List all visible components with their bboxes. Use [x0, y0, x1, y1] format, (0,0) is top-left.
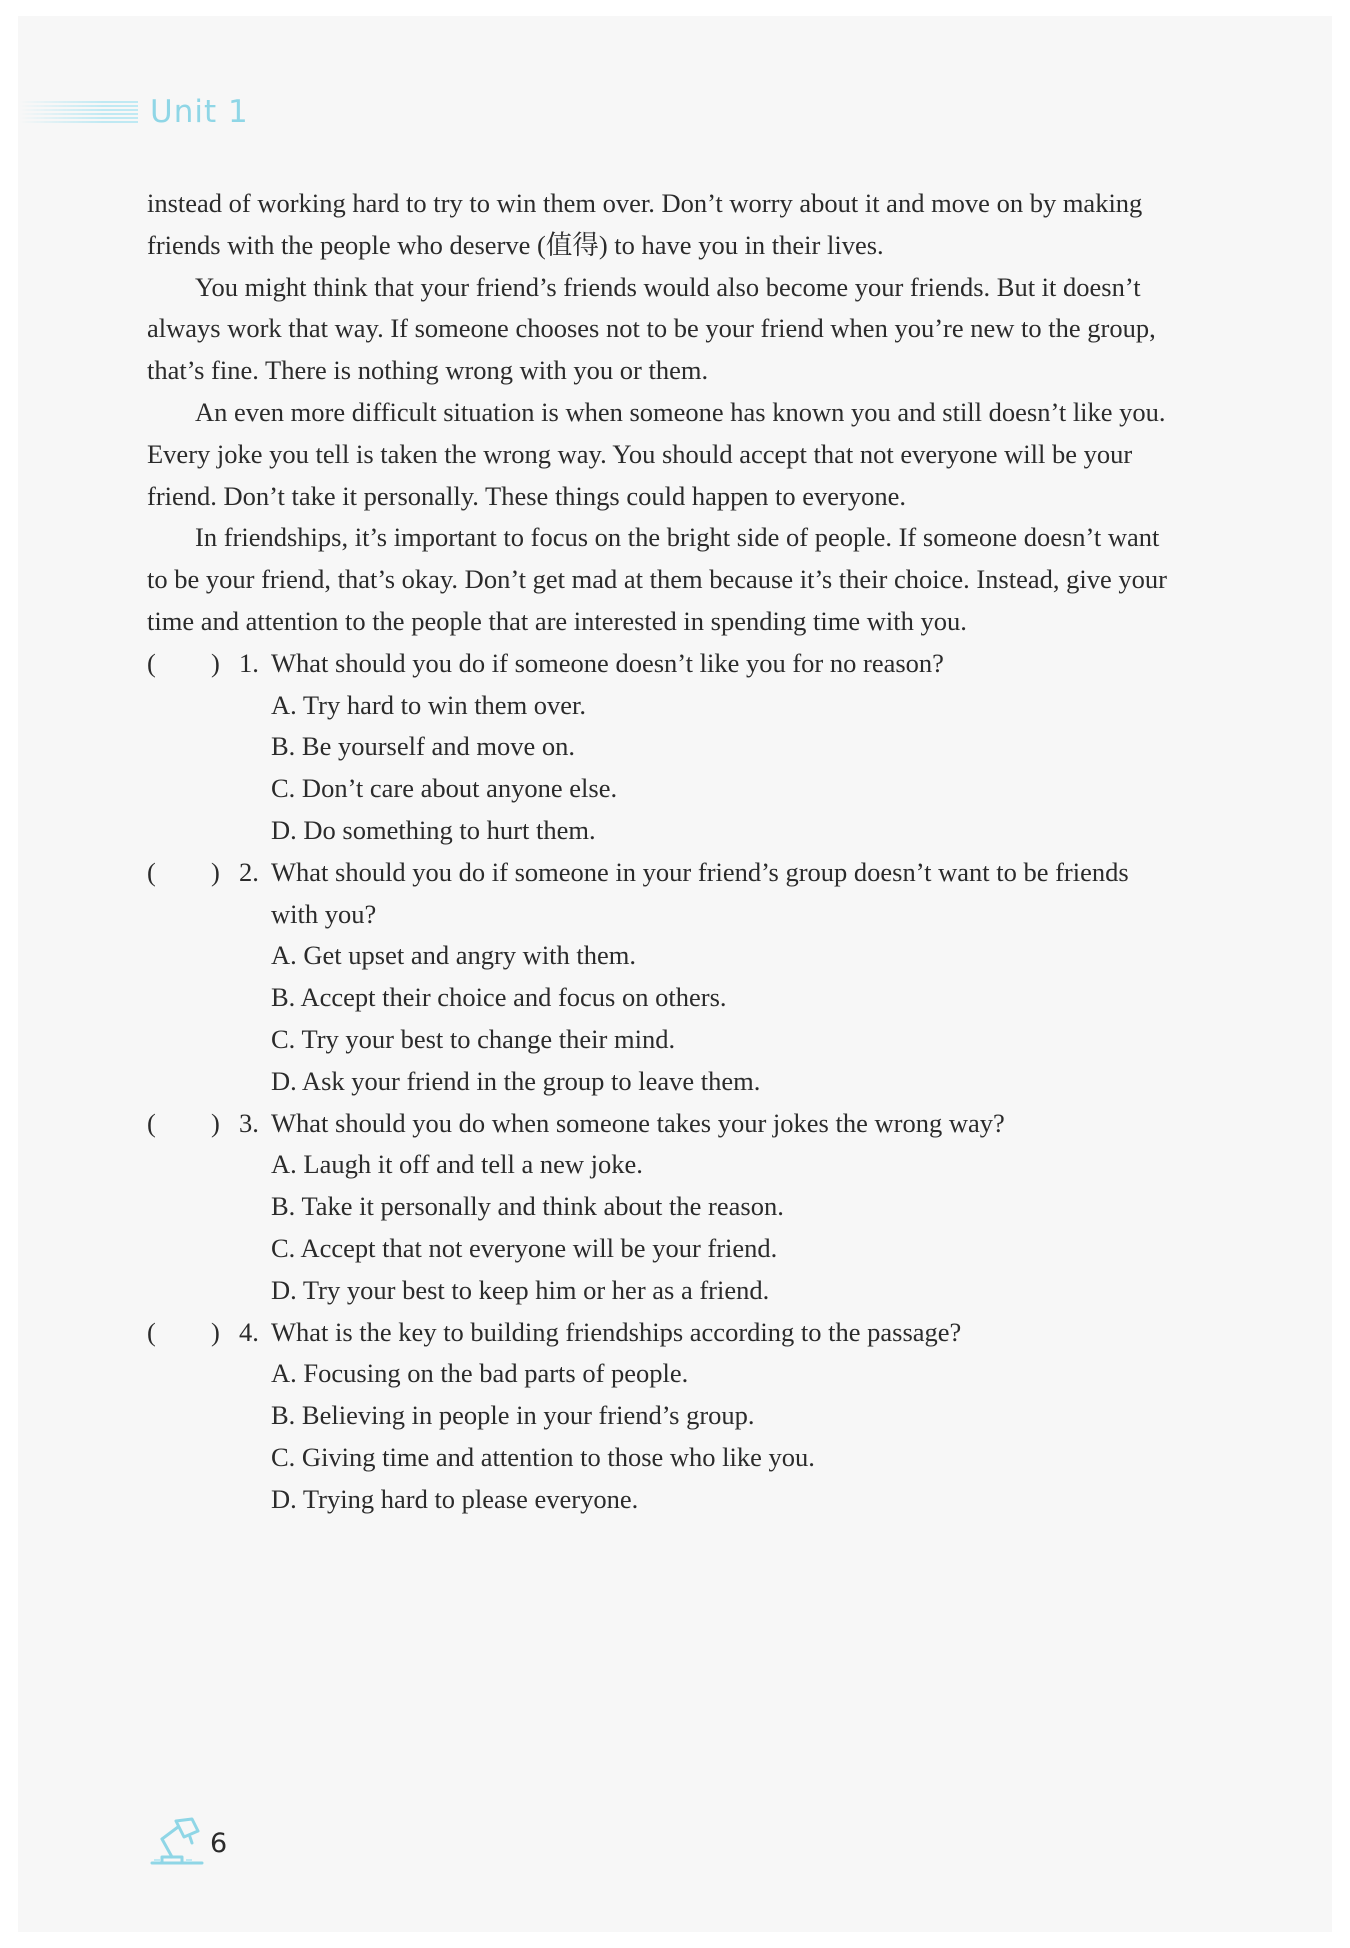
- passage-p1-after: ) to have you in their lives.: [598, 229, 884, 260]
- unit-header: [20, 92, 249, 132]
- passage-p1-chinese-gloss: 值得: [545, 229, 599, 260]
- question-text: What is the key to building friendships according to the passage?: [271, 1316, 962, 1347]
- unit-title: Unit 1: [150, 94, 249, 130]
- option-c: C. Accept that not everyone will be your friend.: [271, 1232, 778, 1263]
- answer-blank-close: ): [211, 1107, 220, 1138]
- passage-paragraph-3: An even more difficult situation is when someone has known you and still doesn’t like you. Every joke you tell is taken the wrong way. You should accept that not everyone will be your friend. Don’t take it personally. These things could happen to everyone.: [147, 396, 1166, 511]
- question-number: 1.: [239, 647, 259, 678]
- answer-blank-open: (: [147, 856, 156, 887]
- question-number: 2.: [239, 856, 259, 887]
- question-stem: [147, 852, 1177, 936]
- question-text: What should you do if someone in your friend’s group doesn’t want to be friends with you?: [271, 856, 1129, 929]
- question-3: [147, 1103, 1177, 1312]
- question-text: What should you do if someone doesn’t like you for no reason?: [271, 647, 944, 678]
- answer-blank-open: (: [147, 647, 156, 678]
- option-b: B. Take it personally and think about the reason.: [271, 1191, 784, 1222]
- option-d: D. Ask your friend in the group to leave them.: [271, 1065, 761, 1096]
- option-d: D. Trying hard to please everyone.: [271, 1483, 639, 1514]
- option-d: D. Do something to hurt them.: [271, 814, 596, 845]
- page-number: 6: [210, 1828, 228, 1859]
- passage-p1-before: instead of working hard to try to win them over. Don’t worry about it and move on by making friends with the people who deserve (: [147, 188, 1143, 260]
- question-4: [147, 1312, 1177, 1521]
- option-a: A. Focusing on the bad parts of people.: [271, 1358, 689, 1389]
- question-stem: [147, 643, 1177, 685]
- option-b: B. Accept their choice and focus on others.: [271, 982, 727, 1013]
- passage-paragraph-2: You might think that your friend’s friends would also become your friends. But it doesn’t always work that way. If someone chooses not to be your friend when you’re new to the group, that’s fine. There is nothing wrong with you or them.: [147, 271, 1156, 386]
- passage-paragraph-4: In friendships, it’s important to focus on the bright side of people. If someone doesn’t want to be your friend, that’s okay. Don’t get mad at them because it’s their choice. Instead, give your time and attention to the people that are interested in spending time with you.: [147, 522, 1167, 636]
- question-number: 3.: [239, 1107, 259, 1138]
- option-d: D. Try your best to keep him or her as a friend.: [271, 1274, 770, 1305]
- header-stripes-decoration: [20, 101, 138, 123]
- option-a: A. Laugh it off and tell a new joke.: [271, 1149, 643, 1180]
- question-stem: [147, 1312, 1177, 1354]
- reading-passage: [147, 183, 1177, 1521]
- option-a: A. Get upset and angry with them.: [271, 940, 637, 971]
- answer-blank-open: (: [147, 1107, 156, 1138]
- answer-blank-close: ): [211, 856, 220, 887]
- question-stem: [147, 1103, 1177, 1145]
- page-footer: [148, 1815, 227, 1867]
- option-b: B. Believing in people in your friend’s group.: [271, 1400, 755, 1431]
- option-c: C. Don’t care about anyone else.: [271, 773, 618, 804]
- option-c: C. Try your best to change their mind.: [271, 1023, 676, 1054]
- question-2: [147, 852, 1177, 1103]
- desk-lamp-icon: [148, 1815, 206, 1867]
- question-1: [147, 643, 1177, 852]
- option-b: B. Be yourself and move on.: [271, 731, 575, 762]
- question-text: What should you do when someone takes your jokes the wrong way?: [271, 1107, 1005, 1138]
- answer-blank-close: ): [211, 1316, 220, 1347]
- passage-paragraph-1: [147, 183, 1177, 267]
- option-a: A. Try hard to win them over.: [271, 689, 587, 720]
- answer-blank-open: (: [147, 1316, 156, 1347]
- question-number: 4.: [239, 1316, 259, 1347]
- option-c: C. Giving time and attention to those who like you.: [271, 1441, 815, 1472]
- answer-blank-close: ): [211, 647, 220, 678]
